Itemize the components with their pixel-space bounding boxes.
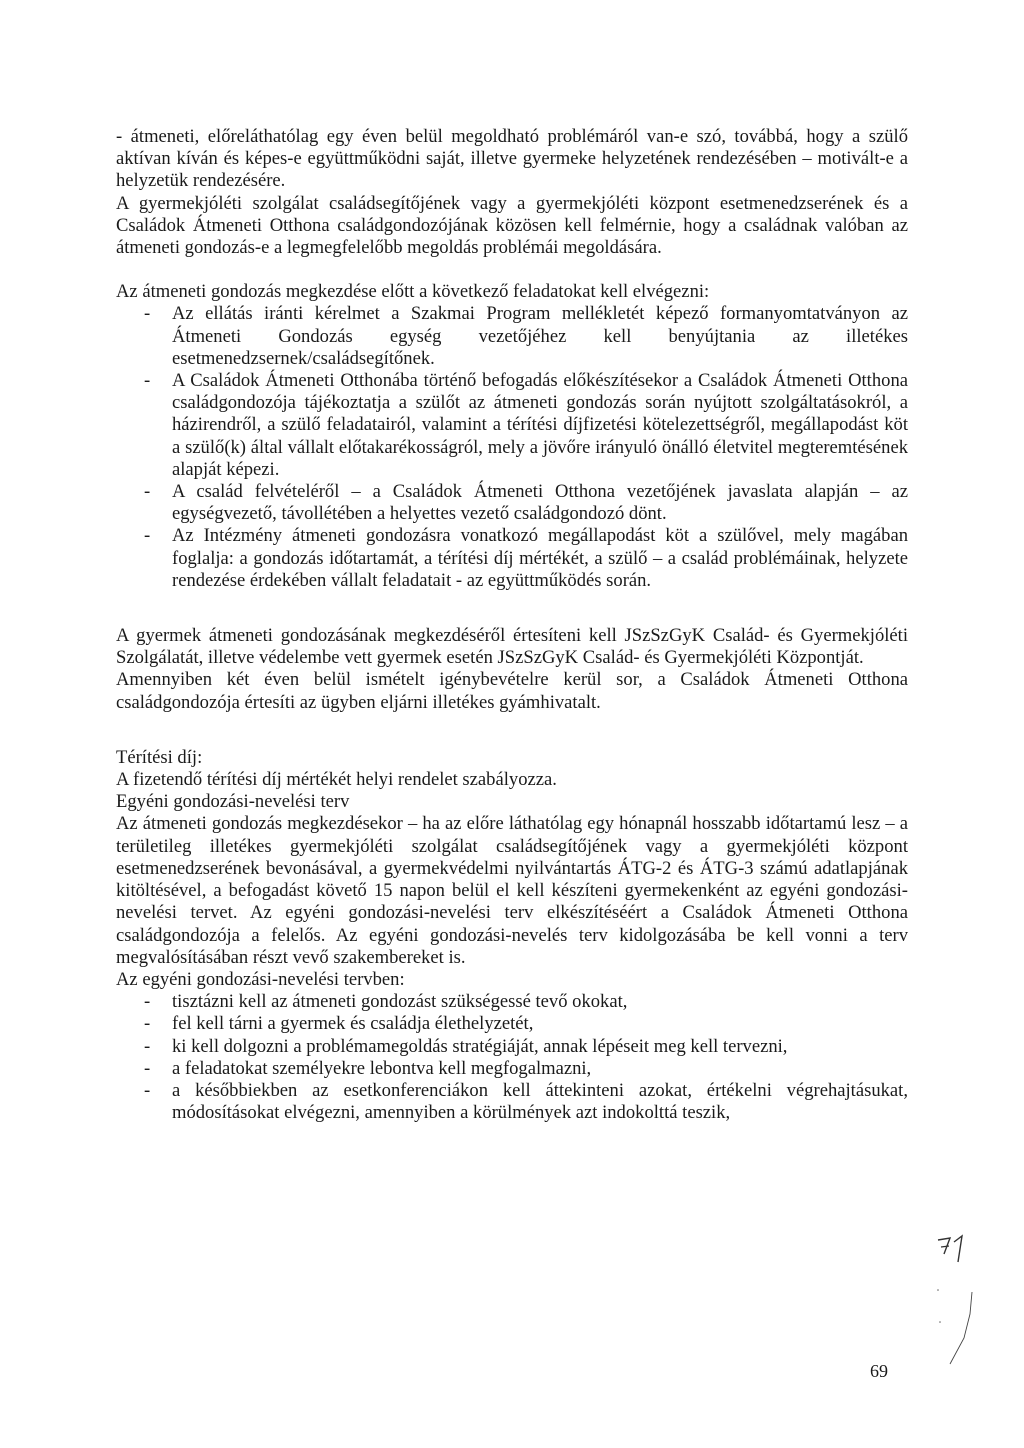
bullet-dash: - bbox=[144, 1079, 151, 1101]
section-notification bbox=[116, 625, 908, 714]
section-fee-and-plan bbox=[116, 747, 908, 1124]
document-page bbox=[116, 126, 908, 1124]
paragraph-notify-service: A gyermek átmeneti gondozásának megkezdéséről értesíteni kell JSzSzGyK Család- és Gyermekjóléti Szolgálatát, illetve védelembe vett gyermek esetén JSzSzGyK Család- és Gyermekjóléti Központját. bbox=[116, 625, 908, 669]
bullet-dash: - bbox=[144, 1035, 151, 1057]
list-item: - ki kell dolgozni a problémamegoldás stratégiáját, annak lépéseit meg kell tervezni, bbox=[144, 1035, 788, 1057]
handwritten-mark bbox=[928, 1218, 984, 1366]
bullet-dash: - bbox=[144, 991, 151, 1013]
bullet-dash: - bbox=[144, 1013, 151, 1035]
section-eligibility bbox=[116, 126, 908, 259]
list-item: - Az ellátás iránti kérelmet a Szakmai Program mellékletét képező formanyomtatványon az Átmeneti Gondozás egység vezetőjéhez kell benyújtania az illetékes esetmenedzsernek/családsegítőnek. bbox=[144, 303, 908, 369]
plan-text: Az átmeneti gondozás megkezdésekor – ha az előre láthatólag egy hónapnál hosszabb időtartamú lesz – a területileg illetékes gyermekjóléti szolgálat családsegítőjének vagy a gyermekjóléti központ esetmenedzserének bevonásával, a gyermekvédelmi nyilvántartás ÁTG-2 és ÁTG-3 számú adatlapjának kitöltésével, a befogadást követő 15 napon belül el kell készíteni gyermekenként az egyéni gondozási-nevelési tervet. Az egyéni gondozási-nevelési terv elkészítéséért a Családok Átmeneti Otthona családgondozója a felelős. Az egyéni gondozási-nevelés terv kidolgozásába be kell vonni a terv megvalósításában részt vevő szakembereket is. bbox=[116, 813, 908, 968]
tasks-list bbox=[116, 303, 908, 592]
list-item: - A család felvételéről – a Családok Átmeneti Otthona vezetőjének javaslata alapján – az egységvezető, távollétében a helyettes vezető családgondozó dönt. bbox=[144, 481, 908, 525]
paragraph-joint-assessment: A gyermekjóléti szolgálat családsegítőjének vagy a gyermekjóléti központ esetmenedzserének és a Családok Átmeneti Otthona családgondozójának közösen kell felmérnie, hogy a családnak valóban az átmeneti gondozás-e a legmegfelelőbb megoldás problémái megoldására. bbox=[116, 192, 908, 259]
bullet-dash: - bbox=[144, 370, 151, 392]
bullet-dash: - bbox=[144, 303, 151, 325]
list-item: - Az Intézmény átmeneti gondozásra vonatkozó megállapodást köt a szülővel, mely magában foglalja: a gondozás időtartamát, a térítési díj mértékét, a szülő – a család problémáinak, helyzete rendezése érdekében vállalt feladatait - az együttműködés során. bbox=[144, 525, 908, 591]
bullet-dash: - bbox=[144, 525, 151, 547]
paragraph-repeat-use: Amennyiben két éven belül ismételt igénybevételre kerül sor, a Családok Átmeneti Otthona családgondozója értesíti az ügyben eljárni illetékes gyámhivatalt. bbox=[116, 669, 908, 713]
tasks-intro: Az átmeneti gondozás megkezdése előtt a következő feladatokat kell elvégezni: bbox=[116, 281, 710, 303]
section-preparation-tasks bbox=[116, 281, 908, 592]
plan-heading: Egyéni gondozási-nevelési terv bbox=[116, 791, 350, 813]
bullet-dash: - bbox=[144, 481, 151, 503]
plan-list-intro: Az egyéni gondozási-nevelési tervben: bbox=[116, 968, 405, 990]
fee-text: A fizetendő térítési díj mértékét helyi rendelet szabályozza. bbox=[116, 769, 557, 791]
page-number: 69 bbox=[870, 1361, 888, 1381]
list-item: - fel kell tárni a gyermek és családja élethelyzetét, bbox=[144, 1013, 534, 1035]
bullet-dash: - bbox=[144, 1057, 151, 1079]
list-item: - tisztázni kell az átmeneti gondozást szükségessé tevő okokat, bbox=[144, 991, 628, 1013]
list-item: - a későbbiekben az esetkonferenciákon kell áttekinteni azokat, értékelni végrehajtásukat, módosításokat elvégezni, amennyiben a körülmények azt indokolttá teszik, bbox=[144, 1079, 908, 1124]
fee-heading: Térítési díj: bbox=[116, 746, 203, 768]
list-item: - a feladatokat személyekre lebontva kell megfogalmazni, bbox=[144, 1057, 592, 1079]
paragraph-criteria: - átmeneti, előreláthatólag egy éven belül megoldható problémáról van-e szó, továbbá, hogy a szülő aktívan kíván és képes-e együttműködni saját, illetve gyermeke helyzetének rendezésében – motivált-e a helyzetük rendezésére. bbox=[116, 126, 908, 192]
plan-list bbox=[116, 991, 908, 1124]
list-item: - A Családok Átmeneti Otthonába történő befogadás előkészítésekor a Családok Átmeneti Otthona családgondozója tájékoztatja a szülőt az átmeneti gondozás során nyújtott szolgáltatásokról, a házirendről, a szülő feladatairól, valamint a térítési díjfizetési kötelezettségről, megállapodást köt a szülő(k) által vállalt előtakarékosságról, mely a jövőre irányuló önálló életvitel megteremtésének alapját képezi. bbox=[144, 370, 908, 480]
